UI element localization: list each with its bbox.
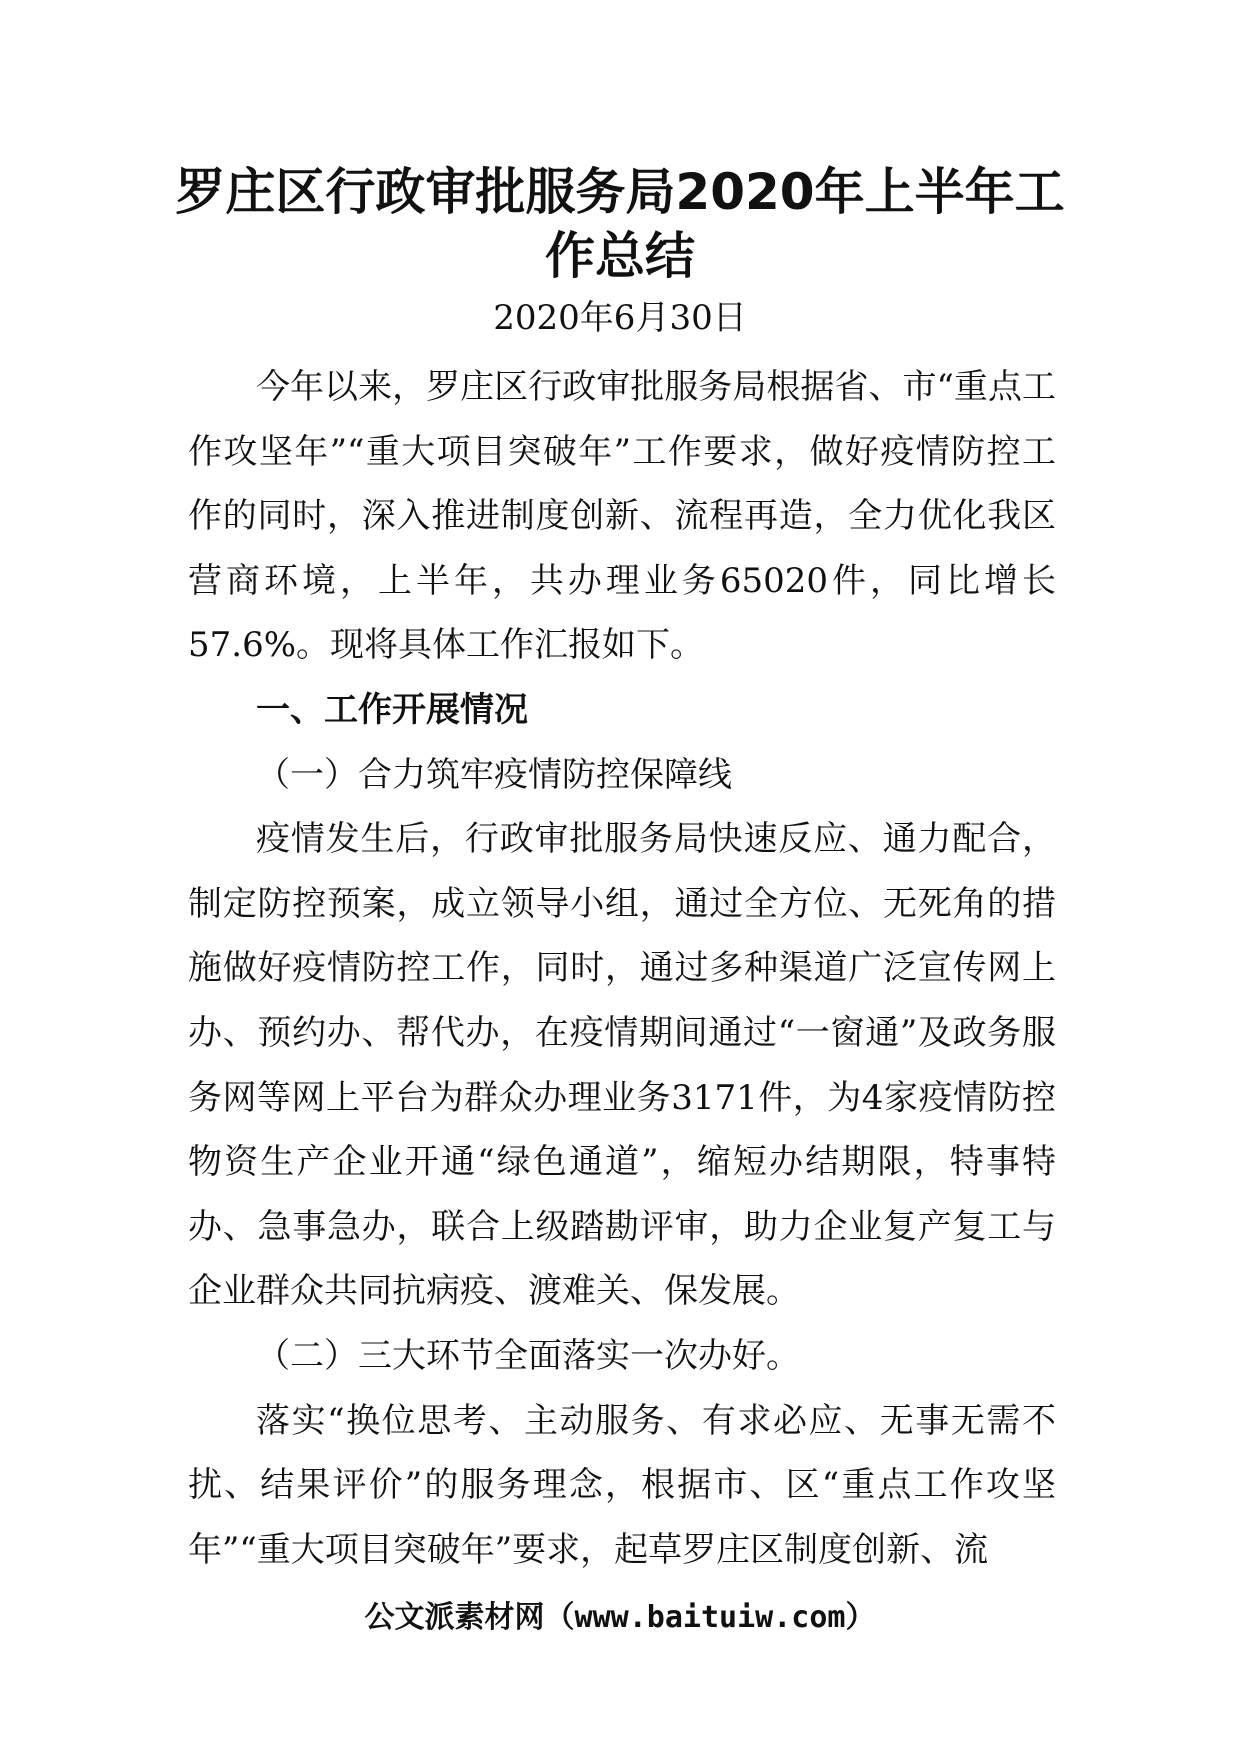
footer-url[interactable]: （www.baituiw.com） — [544, 1600, 876, 1635]
document-date: 2020年6月30日 — [493, 298, 747, 338]
subsection-heading: （一）合力筑牢疫情防控保障线 — [256, 754, 732, 795]
body-paragraph: 疫情发生后，行政审批服务局快速反应、通力配合，制定防控预案，成立领导小组，通过全方位、无死角的措施做好疫情防控工作，同时，通过多种渠道广泛宣传网上办、预约办、帮代办，在疫情期间通过“一窗通”及政务服务网等网上平台为群众办理业务3171件，为4家疫情防控物资生产企业开通“绿色通道”，缩短办结期限，特事特办、急事急办，联合上级踏勘评审，助力企业复产复工与企业群众共同抗病疫、渡难关、保发展。 — [188, 819, 1056, 1312]
subsection-heading: （二）三大环节全面落实一次办好。 — [256, 1335, 800, 1376]
document-title: 罗庄区行政审批服务局2020年上半年工作总结 — [175, 163, 1065, 285]
intro-paragraph: 今年以来，罗庄区行政审批服务局根据省、市“重点工作攻坚年”“重大项目突破年”工作要求，做好疫情防控工作的同时，深入推进制度创新、流程再造，全力优化我区营商环境，上半年，共办理业务65020件，同比增长57.6%。现将具体工作汇报如下。 — [188, 367, 1056, 666]
footer-site-name: 公文派素材网 — [364, 1600, 545, 1635]
section-heading: 一、工作开展情况 — [256, 689, 528, 730]
page-footer — [160, 1598, 1080, 1638]
document-body — [188, 355, 1056, 1582]
body-paragraph: 落实“换位思考、主动服务、有求必应、无事无需不扰、结果评价”的服务理念，根据市、区“重点工作攻坚年”“重大项目突破年”要求，起草罗庄区制度创新、流 — [188, 1400, 1056, 1570]
